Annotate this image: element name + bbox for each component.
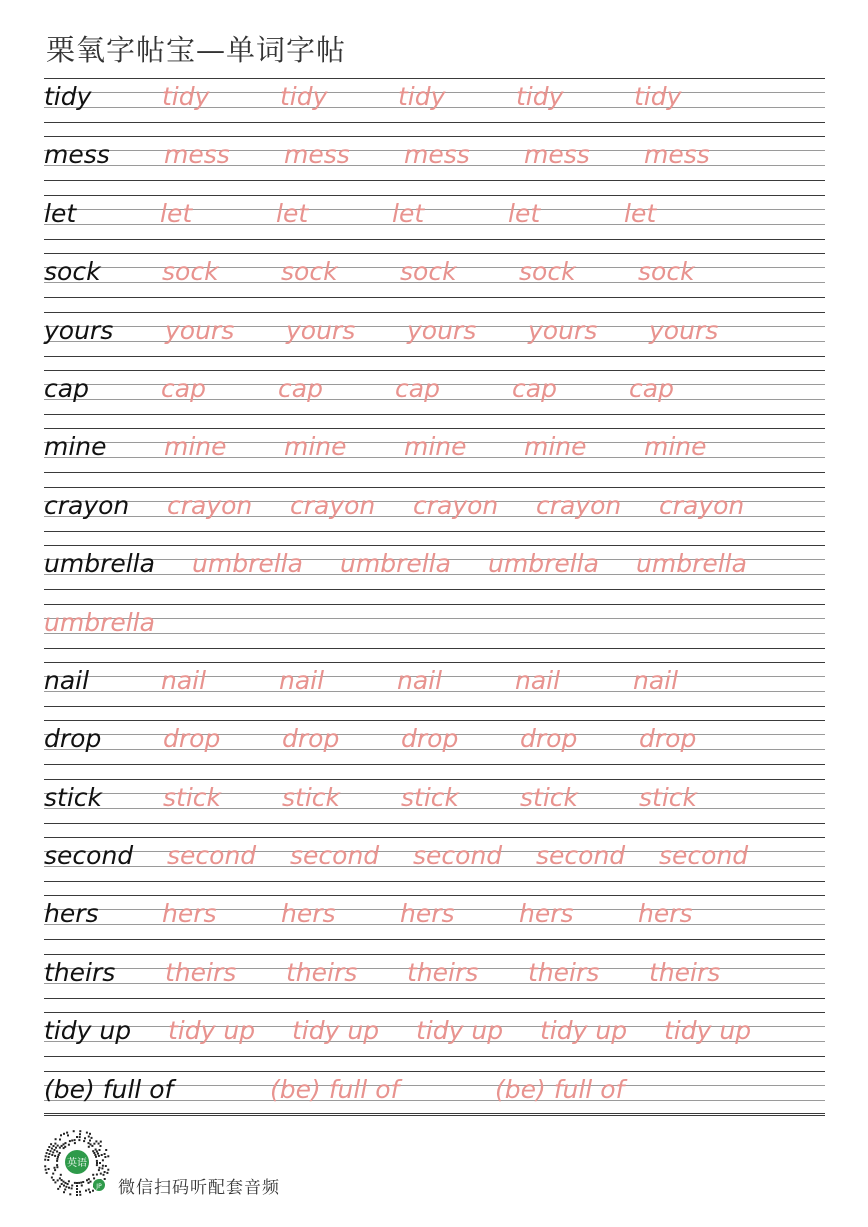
trace-word: umbrella — [44, 607, 155, 637]
guide-line — [44, 648, 825, 649]
model-word: cap — [44, 373, 89, 403]
model-word: second — [44, 841, 134, 871]
practice-row — [44, 370, 825, 428]
trace-word: crayon — [536, 490, 622, 520]
trace-word: tidy up — [292, 1016, 380, 1046]
guide-line — [44, 779, 825, 780]
trace-word: crayon — [167, 490, 253, 520]
trace-word: sock — [281, 257, 338, 287]
guide-line — [44, 604, 825, 605]
trace-word: let — [624, 198, 657, 228]
practice-row — [44, 428, 825, 486]
trace-word: theirs — [286, 957, 358, 987]
trace-word: nail — [397, 665, 443, 695]
trace-word: umbrella — [488, 549, 599, 579]
bottom-rule — [44, 1113, 825, 1114]
trace-word: tidy up — [416, 1016, 504, 1046]
guide-line — [44, 122, 825, 123]
guide-line — [44, 414, 825, 415]
trace-word: crayon — [290, 490, 376, 520]
qr-code-icon — [42, 1128, 112, 1198]
trace-word: second — [413, 841, 503, 871]
trace-word: theirs — [649, 957, 721, 987]
trace-word: tidy — [516, 82, 564, 111]
trace-word: mess — [404, 140, 470, 170]
guide-line — [44, 589, 825, 590]
model-word: tidy up — [44, 1016, 132, 1046]
trace-word: hers — [519, 899, 574, 929]
trace-word: mine — [404, 432, 467, 462]
trace-word: hers — [638, 899, 693, 929]
guide-line — [44, 720, 825, 721]
trace-word: stick — [520, 782, 578, 812]
trace-word: stick — [639, 782, 697, 812]
trace-word: tidy up — [664, 1016, 752, 1046]
trace-word: tidy up — [168, 1016, 256, 1046]
trace-word: tidy — [162, 82, 210, 111]
model-word: sock — [44, 257, 101, 287]
guide-line — [44, 78, 825, 79]
trace-word: second — [167, 841, 257, 871]
guide-line — [44, 998, 825, 999]
trace-word: sock — [400, 257, 457, 287]
trace-word: drop — [163, 724, 221, 754]
trace-word: drop — [282, 724, 340, 754]
trace-word: tidy — [280, 82, 328, 111]
trace-word: tidy up — [540, 1016, 628, 1046]
trace-word: theirs — [528, 957, 600, 987]
guide-line — [44, 239, 825, 240]
model-word: (be) full of — [44, 1074, 174, 1104]
guide-line — [44, 633, 825, 634]
model-word: drop — [44, 724, 102, 754]
trace-word: sock — [638, 257, 695, 287]
trace-word: nail — [161, 665, 207, 695]
practice-row — [44, 604, 825, 662]
guide-line — [44, 939, 825, 940]
trace-word: yours — [286, 315, 356, 345]
trace-word: let — [276, 198, 309, 228]
model-word: yours — [44, 315, 114, 345]
trace-word: yours — [649, 315, 719, 345]
guide-line — [44, 764, 825, 765]
practice-row — [44, 779, 825, 837]
trace-word: sock — [519, 257, 576, 287]
qr-corner-label: JP — [96, 1183, 102, 1190]
trace-word: mine — [524, 432, 587, 462]
practice-row — [44, 487, 825, 545]
trace-word: tidy — [398, 82, 446, 111]
practice-row — [44, 312, 825, 370]
trace-word: mess — [524, 140, 590, 170]
guide-line — [44, 1071, 825, 1072]
guide-line — [44, 195, 825, 196]
trace-word: stick — [163, 782, 221, 812]
trace-word: cap — [161, 373, 206, 403]
model-word: hers — [44, 899, 99, 929]
practice-rows — [44, 78, 825, 1129]
page-title: 栗氧字帖宝—单词字帖 — [46, 33, 347, 67]
guide-line — [44, 253, 825, 254]
trace-word: cap — [278, 373, 323, 403]
trace-word: cap — [395, 373, 440, 403]
practice-row — [44, 545, 825, 603]
trace-word: crayon — [659, 490, 745, 520]
trace-word: hers — [400, 899, 455, 929]
trace-word: stick — [401, 782, 459, 812]
model-word: theirs — [44, 957, 116, 987]
trace-word: sock — [162, 257, 219, 287]
model-word: tidy — [44, 82, 92, 111]
guide-line — [44, 1012, 825, 1013]
practice-row — [44, 253, 825, 311]
guide-line — [44, 312, 825, 313]
practice-row — [44, 720, 825, 778]
trace-word: (be) full of — [270, 1074, 400, 1104]
trace-word: hers — [162, 899, 217, 929]
trace-word: hers — [281, 899, 336, 929]
guide-line — [44, 180, 825, 181]
trace-word: mine — [164, 432, 227, 462]
guide-line — [44, 895, 825, 896]
trace-word: umbrella — [340, 549, 451, 579]
trace-word: let — [160, 198, 193, 228]
trace-word: drop — [639, 724, 697, 754]
model-word: nail — [44, 665, 90, 695]
guide-line — [44, 823, 825, 824]
trace-word: mess — [164, 140, 230, 170]
trace-word: mess — [644, 140, 710, 170]
trace-word: nail — [515, 665, 561, 695]
trace-word: theirs — [165, 957, 237, 987]
practice-row — [44, 662, 825, 720]
guide-line — [44, 706, 825, 707]
trace-word: cap — [512, 373, 557, 403]
trace-word: mess — [284, 140, 350, 170]
trace-word: let — [508, 198, 541, 228]
trace-word: drop — [401, 724, 459, 754]
trace-word: stick — [282, 782, 340, 812]
trace-word: second — [659, 841, 749, 871]
guide-line — [44, 136, 825, 137]
guide-line — [44, 297, 825, 298]
practice-row — [44, 954, 825, 1012]
trace-word: mine — [644, 432, 707, 462]
guide-line — [44, 618, 825, 619]
guide-line — [44, 428, 825, 429]
guide-line — [44, 370, 825, 371]
model-word: crayon — [44, 490, 130, 520]
practice-row — [44, 895, 825, 953]
practice-row — [44, 1012, 825, 1070]
trace-word: tidy — [634, 82, 682, 111]
guide-line — [44, 472, 825, 473]
guide-line — [44, 545, 825, 546]
model-word: mine — [44, 432, 107, 462]
trace-word: let — [392, 198, 425, 228]
model-word: mess — [44, 140, 110, 170]
qr-badge-label: 英语 — [67, 1158, 87, 1169]
trace-word: cap — [629, 373, 674, 403]
practice-row — [44, 78, 825, 136]
trace-word: yours — [528, 315, 598, 345]
practice-row — [44, 1071, 825, 1129]
trace-word: umbrella — [636, 549, 747, 579]
trace-word: crayon — [413, 490, 499, 520]
guide-line — [44, 881, 825, 882]
practice-row — [44, 837, 825, 895]
model-word: umbrella — [44, 549, 155, 579]
trace-word: second — [290, 841, 380, 871]
guide-line — [44, 954, 825, 955]
trace-word: yours — [407, 315, 477, 345]
guide-line — [44, 662, 825, 663]
footer-caption: 微信扫码听配套音频 — [118, 1178, 280, 1198]
practice-row — [44, 195, 825, 253]
trace-word: umbrella — [192, 549, 303, 579]
guide-line — [44, 1115, 825, 1116]
guide-line — [44, 1056, 825, 1057]
guide-line — [44, 531, 825, 532]
trace-word: drop — [520, 724, 578, 754]
model-word: let — [44, 198, 77, 228]
trace-word: second — [536, 841, 626, 871]
trace-word: theirs — [407, 957, 479, 987]
guide-line — [44, 356, 825, 357]
guide-line — [44, 487, 825, 488]
trace-word: nail — [279, 665, 325, 695]
trace-word: (be) full of — [495, 1074, 625, 1104]
trace-word: nail — [633, 665, 679, 695]
model-word: stick — [44, 782, 102, 812]
practice-row — [44, 136, 825, 194]
trace-word: mine — [284, 432, 347, 462]
guide-line — [44, 837, 825, 838]
trace-word: yours — [165, 315, 235, 345]
